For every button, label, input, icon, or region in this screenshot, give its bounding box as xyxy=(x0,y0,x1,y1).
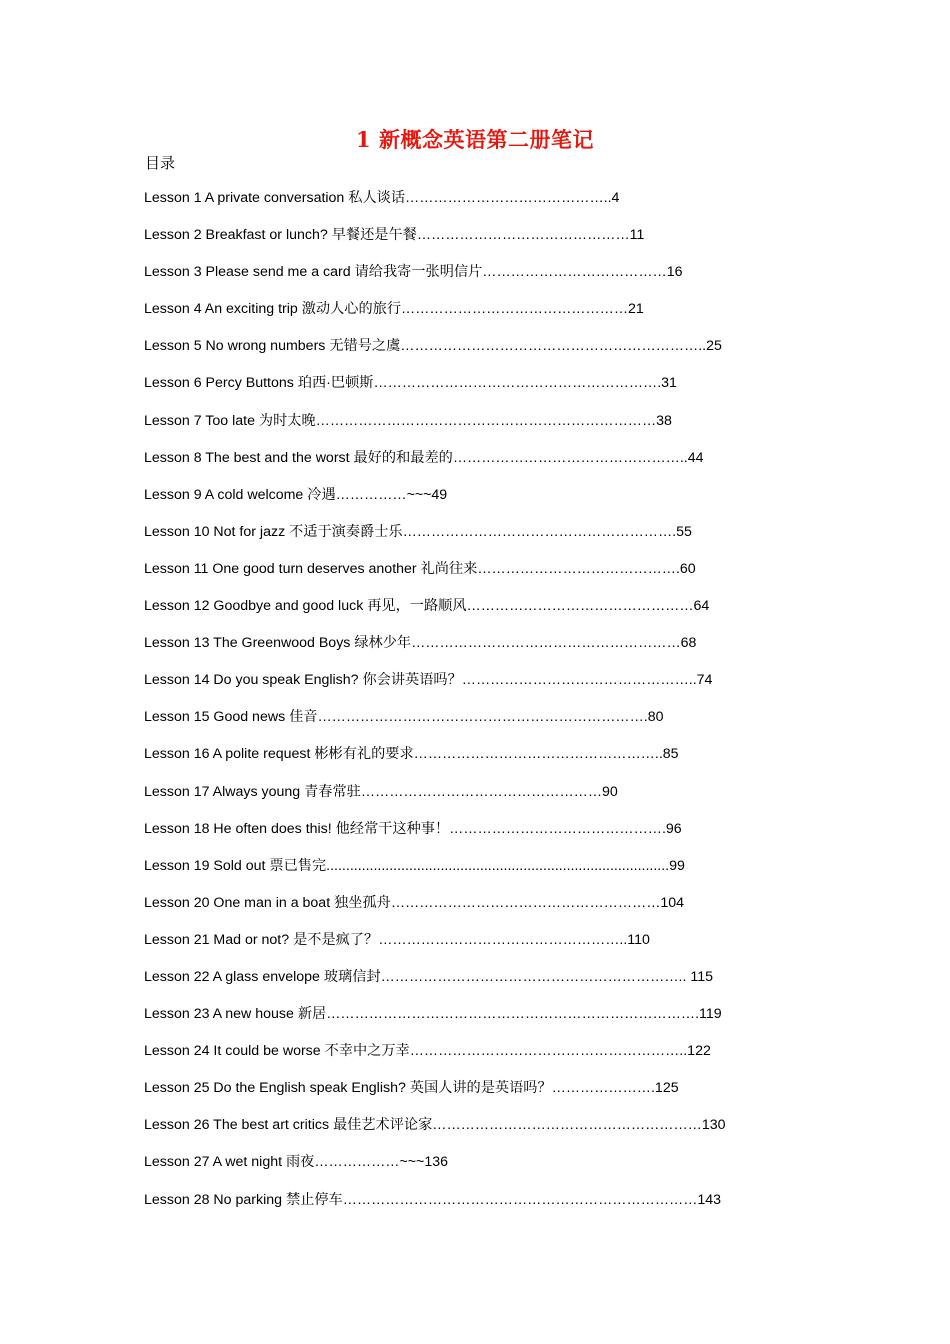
toc-entry-text: Lesson 16 A polite request 彬彬有礼的要求……………………………………………..85 xyxy=(144,746,679,763)
toc-entry-text: Lesson 9 A cold welcome 冷遇……………~~~49 xyxy=(144,486,448,503)
toc-entry-text: Lesson 6 Percy Buttons 珀西·巴顿斯…………………………………………………….31 xyxy=(144,375,677,392)
toc-entry-text: Lesson 22 A glass envelope 玻璃信封……………………………………………………….. 115 xyxy=(144,968,713,985)
toc-entry xyxy=(144,966,824,1003)
toc-entry xyxy=(144,929,824,966)
toc-entry-text: Lesson 1 A private conversation 私人谈话……………………………………..4 xyxy=(144,190,620,206)
toc-entry xyxy=(144,706,824,743)
toc-entry-text: Lesson 26 The best art critics 最佳艺术评论家…………………………………………………130 xyxy=(144,1117,726,1134)
toc-entry-text: Lesson 19 Sold out 票已售完.......................................................................................99 xyxy=(144,857,685,874)
toc-entry xyxy=(144,669,824,706)
toc-entry-text: Lesson 8 The best and the worst 最好的和最差的…………………………………………..44 xyxy=(144,449,704,466)
toc-entry xyxy=(144,410,824,447)
toc-entry xyxy=(144,1114,824,1151)
toc-entry xyxy=(144,372,824,409)
toc-entry-text: Lesson 27 A wet night 雨夜………………~~~136 xyxy=(144,1154,449,1171)
toc-entry-text: Lesson 14 Do you speak English? 你会讲英语吗？…………………………………………..74 xyxy=(144,672,713,689)
toc-entry-text: Lesson 23 A new house 新居…………………………………………………………………….119 xyxy=(144,1006,722,1023)
document-title: 1 新概念英语第二册笔记 xyxy=(356,127,594,152)
toc-entry-text: Lesson 24 It could be worse 不幸中之万幸…………………………………………………..122 xyxy=(144,1043,711,1060)
toc-entry-text: Lesson 3 Please send me a card 请给我寄一张明信片…………………………………16 xyxy=(144,264,683,281)
toc-entry-text: Lesson 21 Mad or not? 是不是疯了？……………………………………………..110 xyxy=(144,931,650,948)
toc-entry xyxy=(144,187,824,224)
toc-entry-text: Lesson 28 No parking 禁止停车…………………………………………………………………143 xyxy=(144,1191,722,1208)
toc-entry xyxy=(144,1151,824,1188)
toc-entry xyxy=(144,781,824,818)
toc-entry-text: Lesson 2 Breakfast or lunch? 早餐还是午餐………………………………………11 xyxy=(144,227,645,244)
toc-entry xyxy=(144,447,824,484)
toc-entry-text: Lesson 11 One good turn deserves another 礼尚往来…………………………………….60 xyxy=(144,560,696,577)
toc-entry xyxy=(144,521,824,558)
toc-entry-text: Lesson 20 One man in a boat 独坐孤舟…………………………………………………104 xyxy=(144,894,685,911)
toc-entry-text: Lesson 7 Too late 为时太晚………………………………………………………………38 xyxy=(144,412,672,429)
toc-entry xyxy=(144,855,824,892)
toc-entry xyxy=(144,558,824,595)
toc-entry-text: Lesson 4 An exciting trip 激动人心的旅行…………………………………………21 xyxy=(144,301,644,318)
toc-entry xyxy=(144,261,824,298)
toc-entry-text: Lesson 13 The Greenwood Boys 绿林少年…………………………………………………68 xyxy=(144,635,697,652)
toc-entry xyxy=(144,818,824,855)
toc-entry xyxy=(144,298,824,335)
toc-entry xyxy=(144,1189,824,1226)
toc-entry-text: Lesson 15 Good news 佳音…………………………………………………………….80 xyxy=(144,709,664,726)
toc-entry xyxy=(144,1040,824,1077)
table-of-contents xyxy=(144,187,824,1226)
toc-entry-text: Lesson 17 Always young 青春常驻……………………………………………90 xyxy=(144,783,618,800)
toc-entry xyxy=(144,335,824,372)
toc-entry-text: Lesson 12 Goodbye and good luck 再见，一路顺风…………………………………………64 xyxy=(144,598,710,615)
toc-entry xyxy=(144,743,824,780)
toc-entry-text: Lesson 18 He often does this! 他经常干这种事！……………………………………….96 xyxy=(144,820,682,837)
toc-entry xyxy=(144,224,824,261)
toc-entry xyxy=(144,632,824,669)
toc-entry-text: Lesson 5 No wrong numbers 无错号之虞………………………………………………………..25 xyxy=(144,338,722,355)
toc-entry xyxy=(144,892,824,929)
toc-entry xyxy=(144,1077,824,1114)
toc-entry xyxy=(144,595,824,632)
toc-entry xyxy=(144,1003,824,1040)
toc-entry-text: Lesson 10 Not for jazz 不适于演奏爵士乐………………………………………………….55 xyxy=(144,523,692,540)
toc-entry xyxy=(144,484,824,521)
toc-heading: 目录 xyxy=(145,154,176,172)
toc-entry-text: Lesson 25 Do the English speak English? 英国人讲的是英语吗？………………….125 xyxy=(144,1080,679,1097)
